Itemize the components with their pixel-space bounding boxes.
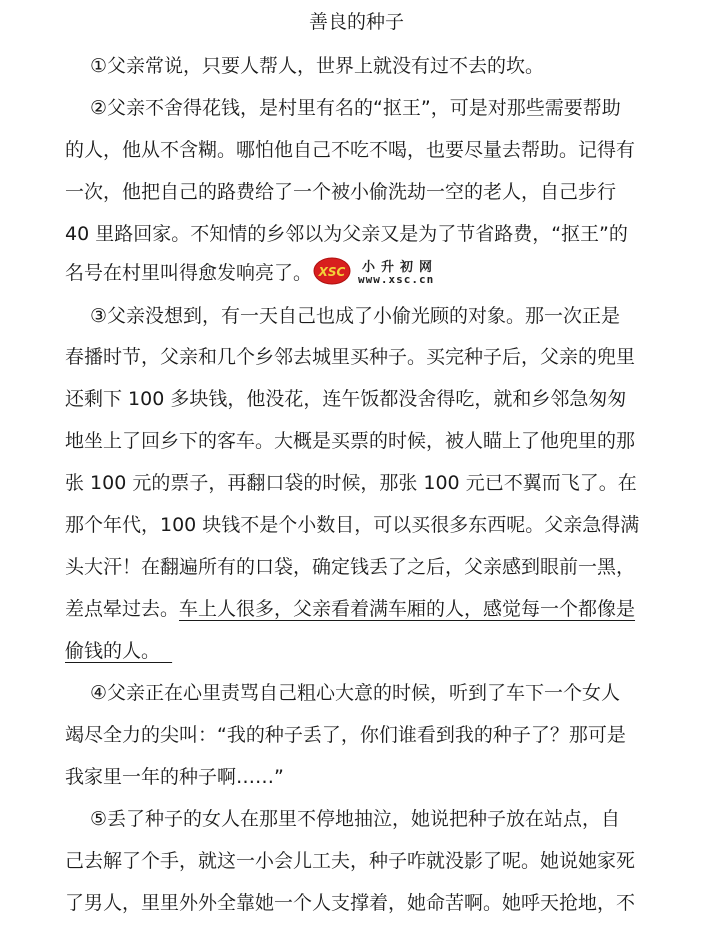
paragraph-4-line-1: ④父亲正在心里责骂自己粗心大意的时候，听到了车下一个女人 (90, 682, 621, 704)
paragraph-3-line-1: ③父亲没想到，有一天自己也成了小偷光顾的对象。那一次正是 (90, 305, 621, 327)
watermark-site-name: 小升初网 (362, 260, 439, 275)
underlined-sentence-part-1: 车上人很多，父亲看着满车厢的人，感觉每一个都像是 (179, 598, 636, 620)
paragraph-3-line-3: 还剩下 100 多块钱，他没花，连午饭都没舍得吃，就和乡邻急匆匆 (65, 388, 627, 410)
paragraph-2-line-3: 一次，他把自己的路费给了一个被小偷洗劫一空的老人，自己步行 (65, 181, 617, 203)
paragraph-3-line-9 (65, 637, 625, 665)
paragraph-3-line-6: 那个年代，100 块钱不是个小数目，可以买很多东西呢。父亲急得满 (65, 514, 640, 536)
paragraph-2-line-1: ②父亲不舍得花钱，是村里有名的“抠王”，可是对那些需要帮助 (90, 97, 621, 119)
paragraph-2-line-4: 40 里路回家。不知情的乡邻以为父亲又是为了节省路费，“抠王”的 (65, 223, 628, 245)
paragraph-3-line-4: 地坐上了回乡下的客车。大概是买票的时候，被人瞄上了他兜里的那 (65, 430, 636, 452)
paragraph-5-line-1: ⑤丢了种子的女人在那里不停地抽泣，她说把种子放在站点，自 (90, 808, 621, 830)
xsc-watermark-logo (312, 256, 452, 290)
paragraph-3-line-5: 张 100 元的票子，再翻口袋的时候，那张 100 元已不翼而飞了。在 (65, 472, 637, 494)
page-title: 善良的种子 (308, 11, 404, 33)
paragraph-3-line-7: 头大汗！在翻遍所有的口袋，确定钱丢了之后，父亲感到眼前一黑， (65, 556, 636, 578)
paragraph-2-line-2: 的人，他从不含糊。哪怕他自己不吃不喝，也要尽量去帮助。记得有 (65, 139, 636, 161)
paragraph-3-plain-text: 差点晕过去。 (65, 598, 180, 620)
paragraph-4-line-2: 竭尽全力的尖叫：“我的种子丢了，你们谁看到我的种子了？那可是 (65, 724, 626, 746)
xsc-badge-text: XSC (318, 265, 346, 279)
paragraph-2-line-5: 名号在村里叫得愈发响亮了。 (65, 262, 313, 284)
watermark-site-url: www.xsc.cn (358, 273, 435, 286)
paragraph-5-line-3: 了男人，里里外外全靠她一个人支撑着，她命苦啊。她呼天抢地，不 (65, 892, 636, 914)
xsc-badge-icon (312, 256, 352, 286)
paragraph-3-line-8 (65, 595, 636, 623)
paragraph-4-line-3: 我家里一年的种子啊……” (65, 766, 284, 788)
underlined-sentence-part-2: 偷钱的人。 (65, 640, 161, 662)
paragraph-3-line-2: 春播时节，父亲和几个乡邻去城里买种子。买完种子后，父亲的兜里 (65, 346, 636, 368)
paragraph-5-line-2: 己去解了个手，就这一小会儿工夫，种子咋就没影了呢。她说她家死 (65, 850, 636, 872)
paragraph-1-line-1: ①父亲常说，只要人帮人，世界上就没有过不去的坎。 (90, 55, 545, 77)
